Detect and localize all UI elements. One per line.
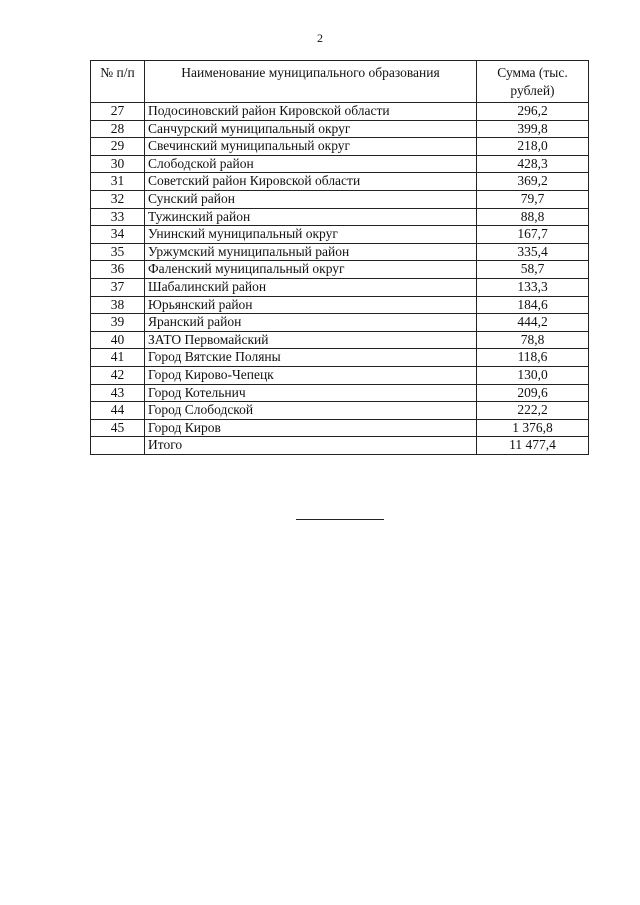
row-number: 32 xyxy=(91,190,145,208)
row-number: 28 xyxy=(91,120,145,138)
header-sum: Сумма (тыс. рублей) xyxy=(477,61,589,103)
row-name: Город Вятские Поляны xyxy=(145,349,477,367)
row-name: ЗАТО Первомайский xyxy=(145,331,477,349)
row-sum: 78,8 xyxy=(477,331,589,349)
row-sum: 218,0 xyxy=(477,138,589,156)
table-row xyxy=(91,243,589,261)
row-number: 44 xyxy=(91,402,145,420)
row-name: Город Котельнич xyxy=(145,384,477,402)
row-sum: 222,2 xyxy=(477,402,589,420)
row-name: Город Кирово-Чепецк xyxy=(145,366,477,384)
total-row xyxy=(91,437,589,455)
header-number: № п/п xyxy=(91,61,145,103)
total-sum: 11 477,4 xyxy=(477,437,589,455)
row-sum: 130,0 xyxy=(477,366,589,384)
table-row xyxy=(91,384,589,402)
row-sum: 184,6 xyxy=(477,296,589,314)
end-of-document-rule xyxy=(296,519,384,520)
row-number: 40 xyxy=(91,331,145,349)
row-sum: 1 376,8 xyxy=(477,419,589,437)
table-row xyxy=(91,173,589,191)
row-number: 43 xyxy=(91,384,145,402)
table-row xyxy=(91,261,589,279)
row-name: Город Слободской xyxy=(145,402,477,420)
page-number: 2 xyxy=(317,31,323,45)
row-name: Фаленский муниципальный округ xyxy=(145,261,477,279)
table-row xyxy=(91,190,589,208)
row-sum: 79,7 xyxy=(477,190,589,208)
table-row xyxy=(91,366,589,384)
row-sum: 167,7 xyxy=(477,226,589,244)
row-sum: 118,6 xyxy=(477,349,589,367)
row-sum: 335,4 xyxy=(477,243,589,261)
table-header-row xyxy=(91,61,589,103)
row-name: Уржумский муниципальный район xyxy=(145,243,477,261)
row-sum: 209,6 xyxy=(477,384,589,402)
row-number: 31 xyxy=(91,173,145,191)
row-name: Яранский район xyxy=(145,314,477,332)
header-name: Наименование муниципального образования xyxy=(145,61,477,103)
row-name: Унинский муниципальный округ xyxy=(145,226,477,244)
table-row xyxy=(91,278,589,296)
table-row xyxy=(91,120,589,138)
table-row xyxy=(91,155,589,173)
row-name: Подосиновский район Кировской области xyxy=(145,103,477,121)
row-number: 45 xyxy=(91,419,145,437)
row-number: 41 xyxy=(91,349,145,367)
table-row xyxy=(91,296,589,314)
row-number: 27 xyxy=(91,103,145,121)
row-number: 33 xyxy=(91,208,145,226)
total-label: Итого xyxy=(145,437,477,455)
row-sum: 399,8 xyxy=(477,120,589,138)
row-name: Свечинский муниципальный округ xyxy=(145,138,477,156)
row-sum: 88,8 xyxy=(477,208,589,226)
row-number: 37 xyxy=(91,278,145,296)
row-number: 39 xyxy=(91,314,145,332)
row-name: Город Киров xyxy=(145,419,477,437)
table-row xyxy=(91,349,589,367)
row-number: 35 xyxy=(91,243,145,261)
row-sum: 369,2 xyxy=(477,173,589,191)
table-row xyxy=(91,103,589,121)
row-name: Сунский район xyxy=(145,190,477,208)
municipal-sums-table xyxy=(90,60,589,455)
row-sum: 58,7 xyxy=(477,261,589,279)
table-row xyxy=(91,138,589,156)
row-number: 30 xyxy=(91,155,145,173)
row-name: Юрьянский район xyxy=(145,296,477,314)
row-sum: 133,3 xyxy=(477,278,589,296)
row-number: 38 xyxy=(91,296,145,314)
row-name: Санчурский муниципальный округ xyxy=(145,120,477,138)
table-row xyxy=(91,314,589,332)
row-number: 42 xyxy=(91,366,145,384)
row-name: Советский район Кировской области xyxy=(145,173,477,191)
row-sum: 296,2 xyxy=(477,103,589,121)
row-name: Слободской район xyxy=(145,155,477,173)
row-number: 29 xyxy=(91,138,145,156)
row-name: Шабалинский район xyxy=(145,278,477,296)
table-row xyxy=(91,226,589,244)
row-sum: 444,2 xyxy=(477,314,589,332)
total-number xyxy=(91,437,145,455)
table-row xyxy=(91,419,589,437)
row-name: Тужинский район xyxy=(145,208,477,226)
table-row xyxy=(91,402,589,420)
row-number: 34 xyxy=(91,226,145,244)
row-number: 36 xyxy=(91,261,145,279)
table-row xyxy=(91,208,589,226)
table-row xyxy=(91,331,589,349)
row-sum: 428,3 xyxy=(477,155,589,173)
